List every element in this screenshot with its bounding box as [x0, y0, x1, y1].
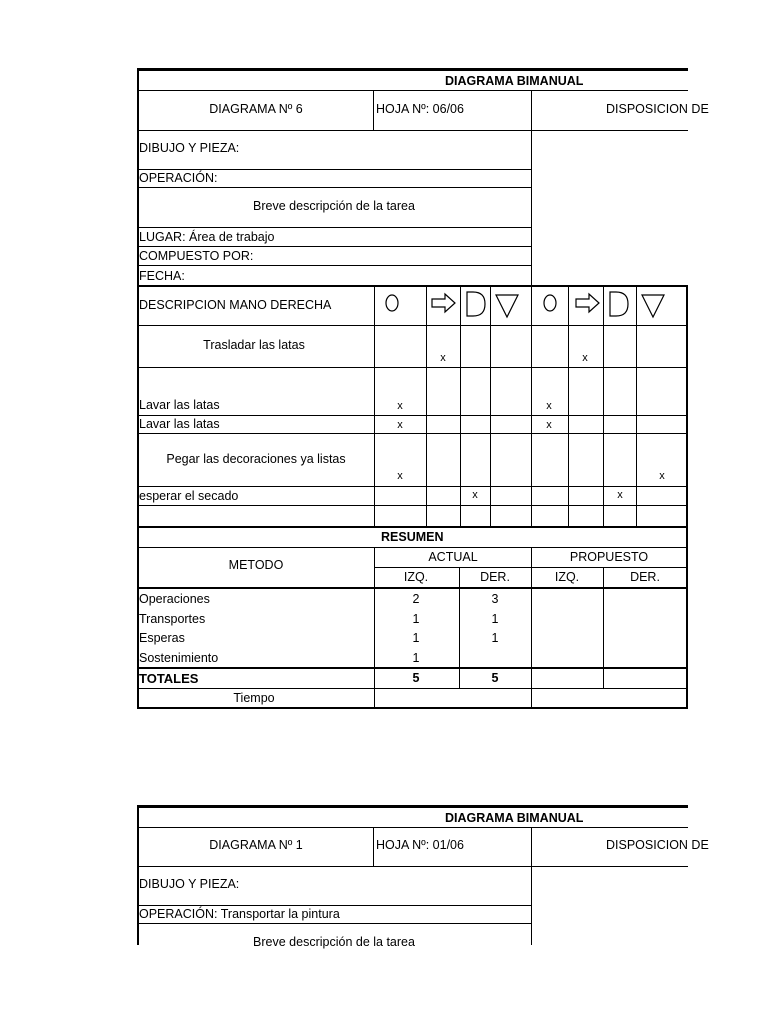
step-label: esperar el secado	[139, 489, 239, 503]
step-mark: x	[659, 470, 665, 482]
step-label: Lavar las latas	[139, 417, 220, 431]
disposition-label: DISPOSICION DE	[606, 102, 709, 116]
actual-left-header: IZQ.	[403, 570, 429, 584]
date-label: FECHA:	[139, 269, 185, 283]
summary-actual-left: 1	[412, 651, 420, 665]
summary-actual-left: 1	[412, 631, 420, 645]
summary-actual-right: 3	[491, 592, 499, 606]
proposed-header: PROPUESTO	[569, 550, 649, 564]
summary-row-label: Sostenimiento	[139, 651, 219, 665]
summary-title: RESUMEN	[381, 530, 444, 544]
storage-triangle-icon	[640, 292, 666, 320]
sheet-number: HOJA Nº: 01/06	[376, 838, 464, 852]
operation-label: OPERACIÓN: Transportar la pintura	[139, 907, 340, 921]
diagram-number: DIAGRAMA Nº 6	[209, 102, 303, 116]
composed-by-label: COMPUESTO POR:	[139, 249, 254, 263]
step-mark: x	[397, 419, 403, 431]
chart-title: DIAGRAMA BIMANUAL	[445, 74, 584, 88]
drawing-piece-label: DIBUJO Y PIEZA:	[139, 877, 240, 891]
transport-arrow-icon	[574, 292, 602, 314]
summary-actual-right: 5	[491, 671, 499, 685]
chart-title: DIAGRAMA BIMANUAL	[445, 811, 584, 825]
step-mark: x	[440, 352, 446, 364]
summary-actual-left: 1	[412, 612, 420, 626]
drawing-piece-label: DIBUJO Y PIEZA:	[139, 141, 240, 155]
summary-actual-right: 1	[491, 612, 499, 626]
step-mark: x	[546, 400, 552, 412]
bimanual-chart-sheet-2	[0, 800, 709, 949]
summary-row-label: Transportes	[139, 612, 206, 626]
step-mark: x	[397, 400, 403, 412]
summary-actual-left: 2	[412, 592, 420, 606]
task-description: Breve descripción de la tarea	[253, 199, 415, 213]
operation-circle-icon	[383, 293, 401, 315]
operation-circle-icon	[541, 293, 559, 315]
transport-arrow-icon	[430, 292, 458, 314]
proposed-left-header: IZQ.	[554, 570, 580, 584]
step-mark: x	[472, 489, 478, 501]
delay-d-icon	[607, 290, 631, 318]
sheet-number: HOJA Nº: 06/06	[376, 102, 464, 116]
summary-row-label: Esperas	[139, 631, 185, 645]
diagram-number: DIAGRAMA Nº 1	[209, 838, 303, 852]
summary-actual-left: 5	[412, 671, 420, 685]
proposed-right-header: DER.	[630, 570, 660, 584]
step-mark: x	[397, 470, 403, 482]
step-mark: x	[617, 489, 623, 501]
operation-label: OPERACIÓN:	[139, 171, 218, 185]
summary-row-label: TOTALES	[139, 671, 199, 686]
summary-row-label: Tiempo	[233, 691, 275, 705]
right-hand-header: DESCRIPCION MANO DERECHA	[139, 298, 332, 312]
step-label: Trasladar las latas	[203, 338, 305, 352]
method-header: METODO	[228, 558, 284, 572]
summary-actual-right: 1	[491, 631, 499, 645]
step-label: Lavar las latas	[139, 398, 220, 412]
delay-d-icon	[464, 290, 488, 318]
disposition-label: DISPOSICION DE	[606, 838, 709, 852]
step-label: Pegar las decoraciones ya listas	[166, 452, 346, 466]
step-mark: x	[546, 419, 552, 431]
summary-row-label: Operaciones	[139, 592, 210, 606]
step-mark: x	[582, 352, 588, 364]
task-description: Breve descripción de la tarea	[253, 935, 415, 949]
actual-right-header: DER.	[480, 570, 510, 584]
storage-triangle-icon	[494, 292, 520, 320]
actual-header: ACTUAL	[428, 550, 478, 564]
place-label: LUGAR: Área de trabajo	[139, 230, 275, 244]
